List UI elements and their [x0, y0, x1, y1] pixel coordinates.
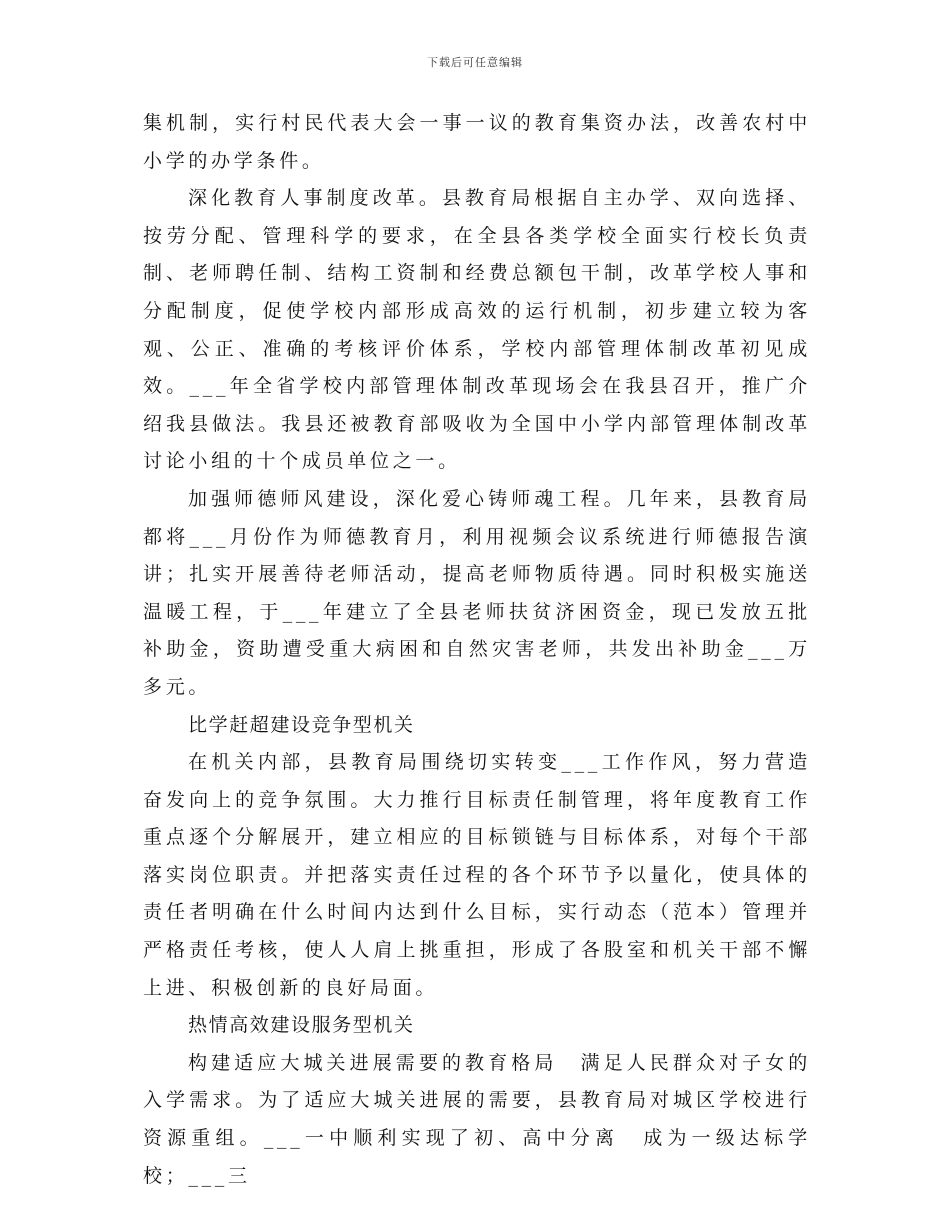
document-body	[143, 105, 811, 1195]
paragraph-education-structure: 构建适应大城关进展需要的教育格局 满足人民群众对子女的入学需求。为了适应大城关进展的需要，县教育局对城区学校进行资源重组。___一中顺利实现了初、高中分离 成为一级达标学校；___三	[143, 1051, 811, 1187]
paragraph-agency-internal: 在机关内部，县教育局围绕切实转变___工作作风，努力营造奋发向上的竞争氛围。大力推行目标责任制管理，将年度教育工作重点逐个分解展开，建立相应的目标锁链与目标体系，对每个干部落实岗位职责。并把落实责任过程的各个环节予以量化，使具体的责任者明确在什么时间内达到什么目标，实行动态（范本）管理并严格责任考核，使人人肩上挑重担，形成了各股室和机关干部不懈上进、积极创新的良好局面。	[143, 751, 811, 999]
paragraph-personnel-reform: 深化教育人事制度改革。县教育局根据自主办学、双向选择、按劳分配、管理科学的要求，在全县各类学校全面实行校长负责制、老师聘任制、结构工资制和经费总额包干制，改革学校人事和分配制度，促使学校内部形成高效的运行机制，初步建立较为客观、公正、准确的考核评价体系，学校内部管理体制改革初见成效。___年全省学校内部管理体制改革现场会在我县召开，推广介绍我县做法。我县还被教育部吸收为全国中小学内部管理体制改革讨论小组的十个成员单位之一。	[143, 187, 811, 473]
paragraph-teacher-ethics: 加强师德师风建设，深化爱心铸师魂工程。几年来，县教育局都将___月份作为师德教育月，利用视频会议系统进行师德报告演讲；扎实开展善待老师活动，提高老师物质待遇。同时积极实施送温暖工程，于___年建立了全县老师扶贫济困资金，现已发放五批补助金，资助遭受重大病困和自然灾害老师，共发出补助金___万多元。	[143, 487, 811, 698]
section-heading-competitive-agency: 比学赶超建设竞争型机关	[188, 713, 415, 736]
paragraph-funding-mechanism: 集机制，实行村民代表大会一事一议的教育集资办法，改善农村中小学的办学条件。	[143, 112, 811, 172]
section-heading-service-agency: 热情高效建设服务型机关	[188, 1014, 415, 1037]
page-header-note: 下载后可任意编辑	[427, 56, 523, 69]
